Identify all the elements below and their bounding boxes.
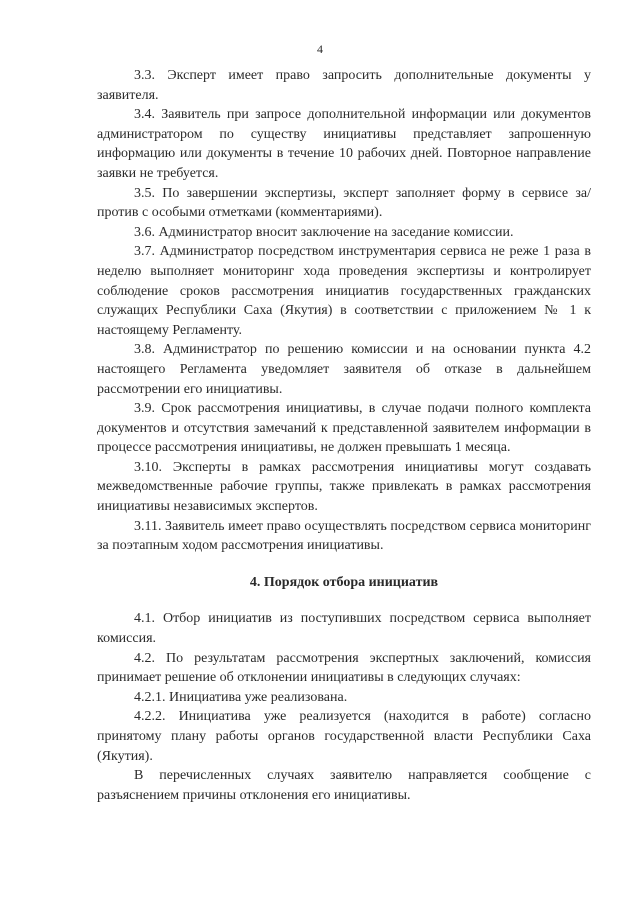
paragraph-3-3: 3.3. Эксперт имеет право запросить дополнительные документы у заявителя. <box>97 68 591 103</box>
page-number: 4 <box>317 42 323 56</box>
paragraph-3-9: 3.9. Срок рассмотрения инициативы, в случае подачи полного комплекта документов и отсутствия замечаний к представленной заявителем информации в процессе рассмотрения инициативы, не должен превышать 1 месяца. <box>97 401 591 456</box>
paragraph-notice: В перечисленных случаях заявителю направляется сообщение с разъяснением причины отклонения его инициативы. <box>97 768 591 803</box>
paragraph-3-7: 3.7. Администратор посредством инструментария сервиса не реже 1 раза в неделю выполняет мониторинг хода проведения экспертизы и контролирует соблюдение сроков рассмотрения инициатив государственных гражданских служащих Республики Саха (Якутия) в соответствии с приложением № 1 к настоящему Регламенту. <box>97 244 591 338</box>
paragraph-3-6: 3.6. Администратор вносит заключение на заседание комиссии. <box>134 224 514 240</box>
paragraph-3-8: 3.8. Администратор по решению комиссии и на основании пункта 4.2 настоящего Регламента уведомляет заявителя об отказе в дальнейшем рассмотрении его инициативы. <box>97 342 591 397</box>
paragraph-4-2-2: 4.2.2. Инициатива уже реализуется (находится в работе) согласно принятому плану работы органов государственной власти Республики Саха (Якутия). <box>97 709 591 764</box>
paragraph-3-4: 3.4. Заявитель при запросе дополнительной информации или документов администратором по существу инициативы представляет запрошенную информацию или документы в течение 10 рабочих дней. Повторное направление заявки не требуется. <box>97 107 591 181</box>
paragraph-4-2-1: 4.2.1. Инициатива уже реализована. <box>134 689 348 705</box>
paragraph-3-11: 3.11. Заявитель имеет право осуществлять посредством сервиса мониторинг за поэтапным ходом рассмотрения инициативы. <box>97 518 591 554</box>
paragraph-4-1: 4.1. Отбор инициатив из поступивших посредством сервиса выполняет комиссия. <box>97 611 591 647</box>
section-title: 4. Порядок отбора инициатив <box>249 574 439 590</box>
document-body <box>97 66 591 805</box>
paragraph-3-10: 3.10. Эксперты в рамках рассмотрения инициативы могут создавать межведомственные рабочие группы, также привлекать в рамках рассмотрения инициативы независимых экспертов. <box>97 459 591 515</box>
paragraph-4-2: 4.2. По результатам рассмотрения экспертных заключений, комиссия принимает решение об отклонении инициативы в следующих случаях: <box>97 650 591 686</box>
paragraph-3-5: 3.5. По завершении экспертизы, эксперт заполняет форму в сервисе за/против с особыми отметками (комментариями). <box>97 185 591 221</box>
